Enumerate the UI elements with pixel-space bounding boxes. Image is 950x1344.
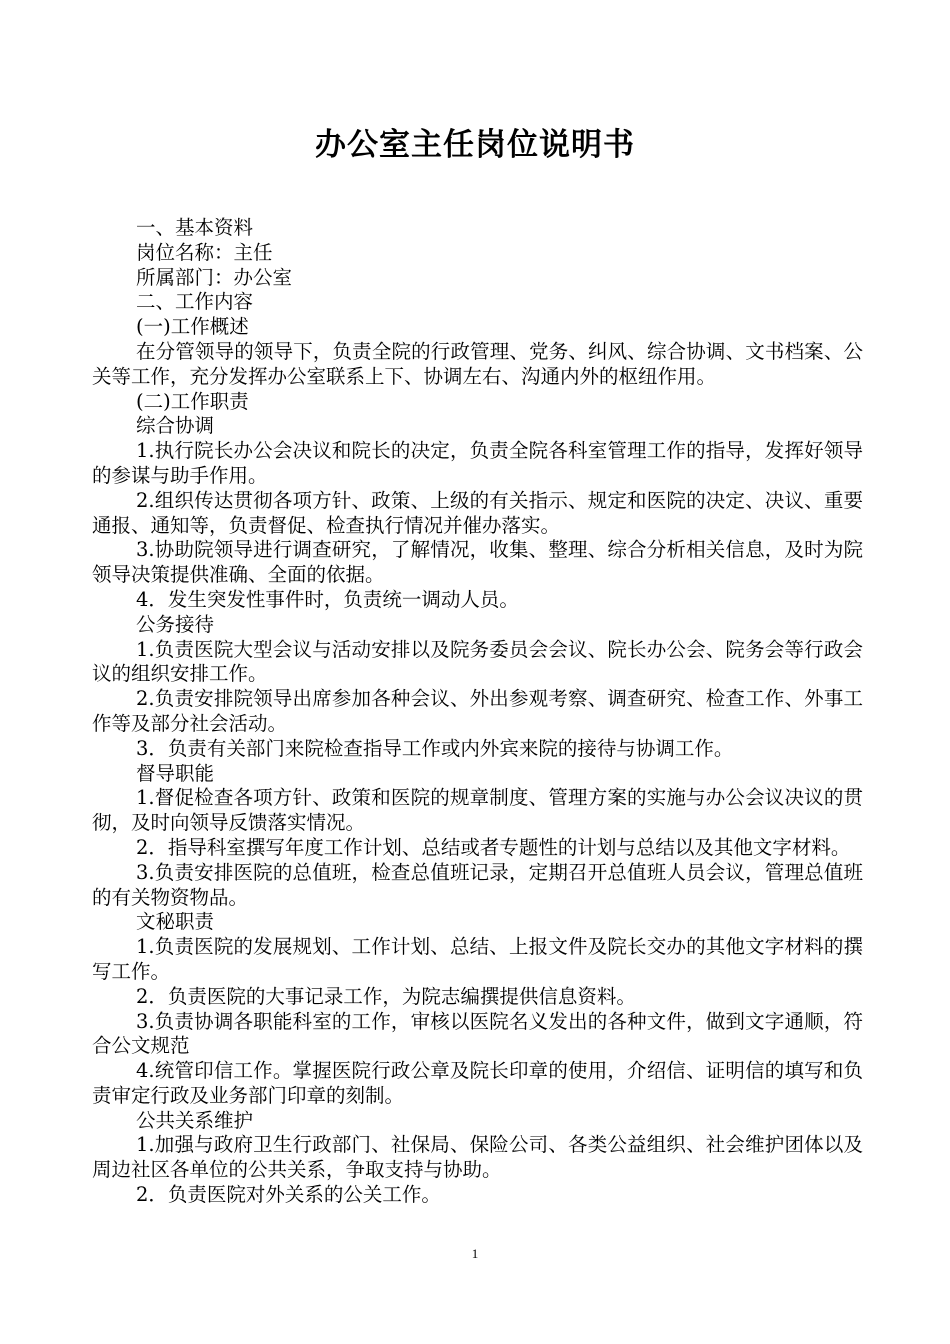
category-heading: 督导职能: [136, 761, 215, 785]
info-line: 所属部门：办公室: [136, 265, 293, 289]
list-item: 1.负责医院的发展规划、工作计划、总结、上报文件及院长交办的其他文字材料的撰写工作。: [92, 935, 863, 983]
list-item: 4．发生突发性事件时，负责统一调动人员。: [136, 587, 519, 611]
list-item: 3.负责安排医院的总值班，检查总值班记录，定期召开总值班人员会议，管理总值班的有关物资物品。: [92, 860, 863, 909]
section-heading: 二、工作内容: [136, 290, 254, 314]
category-heading: 公共关系维护: [136, 1108, 254, 1132]
category-heading: 文秘职责: [136, 910, 215, 934]
list-item: 1.加强与政府卫生行政部门、社保局、保险公司、各类公益组织、社会维护团体以及周边社区各单位的公共关系，争取支持与协助。: [92, 1133, 863, 1182]
list-item: 2.负责安排院领导出席参加各种会议、外出参观考察、调查研究、检查工作、外事工作等及部分社会活动。: [92, 687, 863, 735]
list-item: 3.负责协调各职能科室的工作，审核以医院名义发出的各种文件，做到文字通顺，符合公文规范: [92, 1009, 863, 1058]
list-item: 2．指导科室撰写年度工作计划、总结或者专题性的计划与总结以及其他文字材料。: [136, 835, 851, 859]
list-item: 3.协助院领导进行调查研究，了解情况，收集、整理、综合分析相关信息，及时为院领导决策提供准确、全面的依据。: [92, 538, 863, 587]
list-item: 1.负责医院大型会议与活动安排以及院务委员会会议、院长办公会、院务会等行政会议的组织安排工作。: [92, 637, 863, 686]
category-heading: 综合协调: [136, 414, 215, 438]
list-item: 2．负责医院对外关系的公关工作。: [136, 1183, 441, 1207]
document-title: 办公室主任岗位说明书: [315, 127, 635, 163]
list-item: 2.组织传达贯彻各项方针、政策、上级的有关指示、规定和医院的决定、决议、重要通报、通知等，负责督促、检查执行情况并催办落实。: [92, 488, 863, 537]
list-item: 3．负责有关部门来院检查指导工作或内外宾来院的接待与协调工作。: [136, 736, 734, 760]
list-item: 4.统管印信工作。掌握医院行政公章及院长印章的使用，介绍信、证明信的填写和负责审定行政及业务部门印章的刻制。: [92, 1059, 863, 1107]
list-item: 1.执行院长办公会决议和院长的决定，负责全院各科室管理工作的指导，发挥好领导的参谋与助手作用。: [92, 439, 863, 487]
subsection-heading: (一)工作概述: [136, 315, 249, 339]
list-item: 1.督促检查各项方针、政策和医院的规章制度、管理方案的实施与办公会议决议的贯彻，及时向领导反馈落实情况。: [92, 786, 863, 835]
page-number: 1: [471, 1246, 479, 1261]
subsection-heading: (二)工作职责: [136, 389, 249, 413]
paragraph: 在分管领导的领导下，负责全院的行政管理、党务、纠风、综合协调、文书档案、公关等工作，充分发挥办公室联系上下、协调左右、沟通内外的枢纽作用。: [92, 339, 863, 388]
list-item: 2．负责医院的大事记录工作，为院志编撰提供信息资料。: [136, 984, 636, 1008]
section-heading: 一、基本资料: [136, 216, 254, 239]
document-body: [92, 216, 863, 1208]
info-line: 岗位名称：主任: [136, 240, 273, 264]
category-heading: 公务接待: [136, 612, 215, 636]
